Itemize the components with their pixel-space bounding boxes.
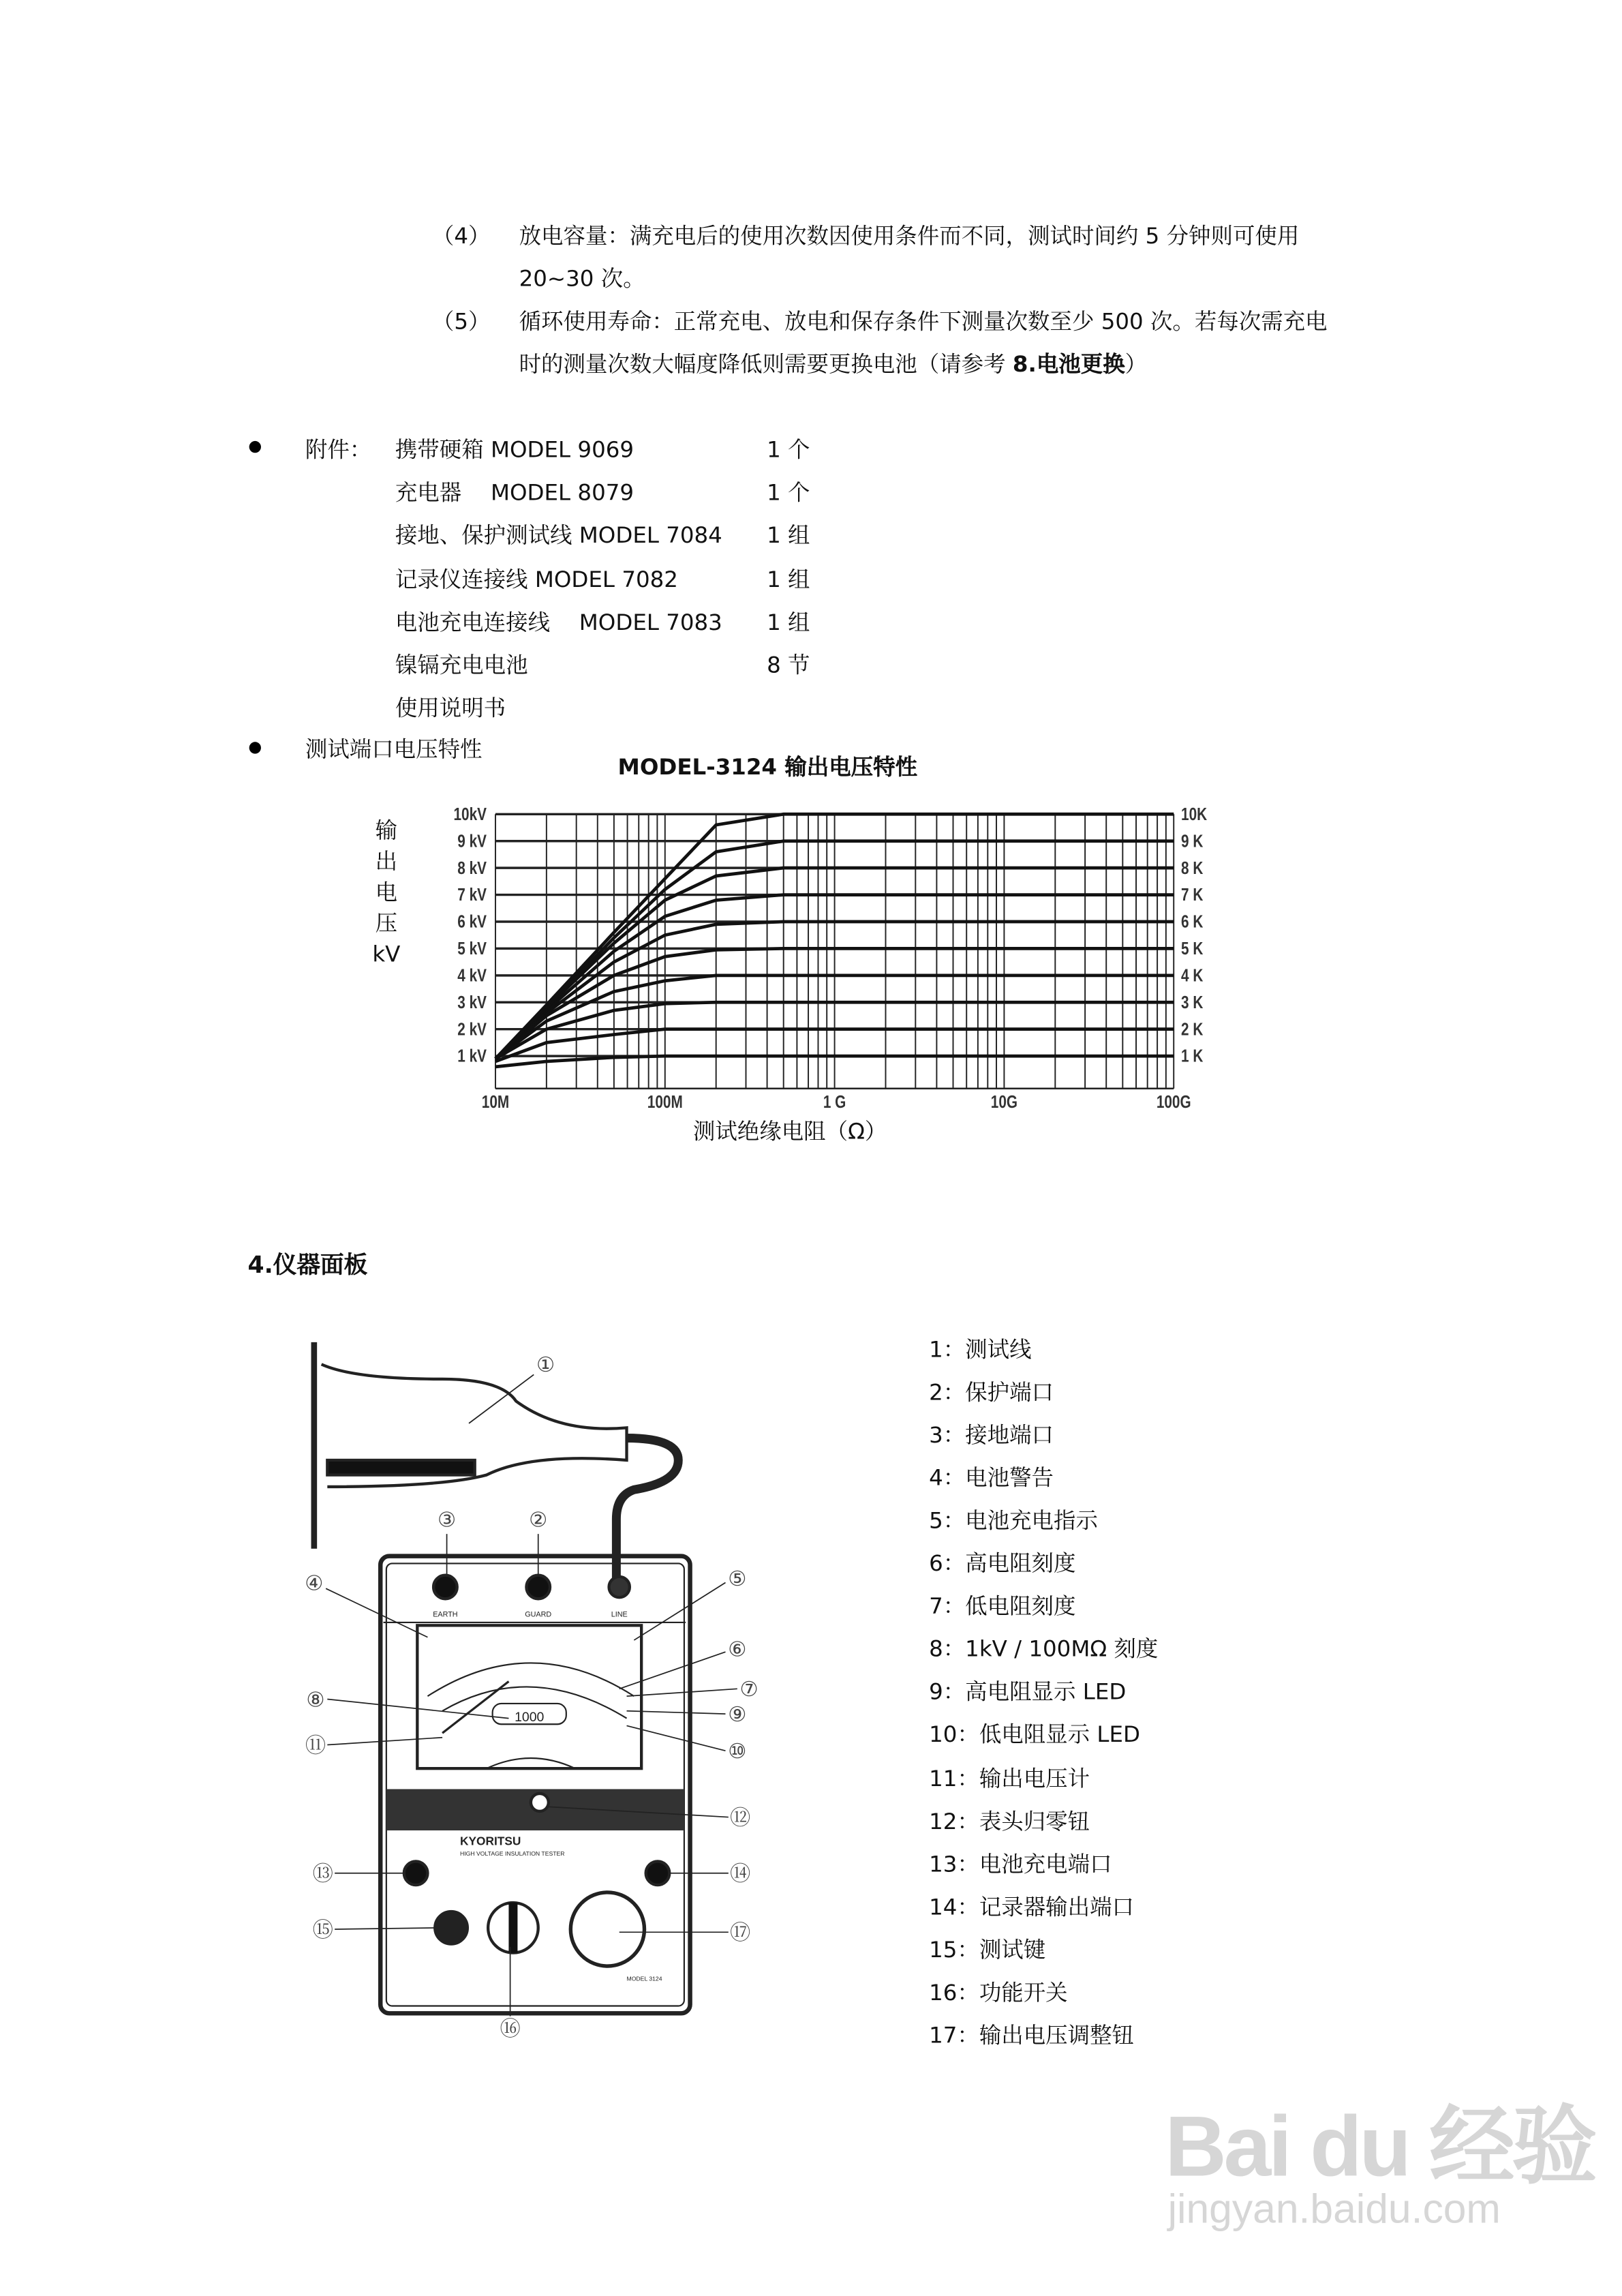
accessory-qty: 8 节	[767, 652, 810, 679]
legend-item: 16：功能开关	[929, 1979, 1068, 2006]
y-tick-label: 1 kV	[457, 1046, 487, 1066]
callout-7: ⑦	[739, 1678, 759, 1702]
accessories-label: 附件：	[305, 436, 372, 464]
section-heading: 4.仪器面板	[247, 1250, 368, 1279]
chart-title: MODEL-3124 输出电压特性	[617, 753, 918, 781]
x-tick-label: 100M	[647, 1091, 683, 1112]
meter-needle	[442, 1682, 508, 1734]
guard-terminal	[526, 1575, 550, 1599]
callout-15: ⑮	[312, 1918, 333, 1942]
x-tick-label: 100G	[1156, 1091, 1191, 1112]
callout-17: ⑰	[729, 1922, 751, 1945]
device-subtitle: HIGH VOLTAGE INSULATION TESTER	[460, 1849, 565, 1857]
callout-8: ⑧	[306, 1689, 325, 1712]
item-text: 20~30 次。	[519, 265, 645, 292]
accessory-name: 记录仪连接线 MODEL 7082	[395, 565, 678, 592]
y-label-char: kV	[372, 941, 401, 968]
y-label-char: 压	[375, 909, 398, 937]
y-tick-label-right: 5 K	[1181, 938, 1204, 958]
legend-item: 4：电池警告	[929, 1464, 1054, 1492]
x-tick-label: 1 G	[823, 1091, 846, 1112]
y-tick-label-right: 4 K	[1181, 965, 1204, 986]
y-tick-label-right: 10K	[1181, 804, 1208, 824]
legend-item: 9：高电阻显示 LED	[929, 1678, 1127, 1706]
baidu-watermark-logo: Bai du 经验	[1165, 2098, 1595, 2195]
item-text: 循环使用寿命：正常充电、放电和保存条件下测量次数至少 500 次。若每次需充电	[519, 308, 1328, 335]
callout-2: ②	[529, 1509, 548, 1532]
callout-10: ⑩	[728, 1740, 747, 1764]
callout-1: ①	[536, 1354, 555, 1377]
callout-13: ⑬	[312, 1862, 333, 1886]
y-tick-label-right: 2 K	[1181, 1019, 1204, 1039]
zero-adjust-knob	[531, 1794, 549, 1811]
legend-item: 15：测试键	[929, 1936, 1046, 1963]
accessory-name: 接地、保护测试线 MODEL 7084	[395, 522, 722, 549]
earth-label: EARTH	[433, 1610, 458, 1619]
callout-16: ⑯	[500, 2017, 521, 2040]
callout-14: ⑭	[729, 1862, 751, 1886]
legend-item: 14：记录器输出端口	[929, 1894, 1135, 1921]
high-resistance-scale	[427, 1663, 634, 1696]
accessory-name: 充电器 MODEL 8079	[395, 479, 634, 507]
probe-grip	[327, 1460, 474, 1475]
y-tick-label-right: 8 K	[1181, 858, 1204, 878]
legend-item: 13：电池充电端口	[929, 1851, 1112, 1878]
item-number: （4）	[431, 222, 491, 250]
y-tick-label-right: 1 K	[1181, 1046, 1204, 1066]
legend-item: 7：低电阻刻度	[929, 1592, 1076, 1620]
charge-port	[404, 1861, 428, 1885]
y-tick-label: 8 kV	[457, 858, 487, 878]
baidu-watermark-url: jingyan.baidu.com	[1167, 2186, 1501, 2232]
y-label-char: 出	[375, 848, 398, 875]
callout-6: ⑥	[728, 1638, 747, 1661]
callout-11: ⑪	[305, 1734, 326, 1757]
accessory-name: 使用说明书	[395, 695, 506, 722]
y-label-char: 输	[375, 817, 398, 844]
y-tick-label: 7 kV	[457, 885, 487, 905]
y-tick-label-right: 7 K	[1181, 885, 1204, 905]
legend-item: 2：保护端口	[929, 1378, 1054, 1406]
line-label: LINE	[611, 1610, 628, 1619]
legend-item: 3：接地端口	[929, 1421, 1054, 1449]
x-tick-label: 10M	[481, 1091, 510, 1112]
y-tick-label: 2 kV	[457, 1019, 487, 1039]
y-tick-label: 6 kV	[457, 911, 487, 932]
text: 时的测量次数大幅度降低则需要更换电池（请参考	[519, 350, 1013, 378]
y-label-char: 电	[375, 879, 398, 906]
y-tick-label: 9 kV	[457, 831, 487, 851]
earth-terminal	[433, 1575, 457, 1599]
y-tick-label-right: 6 K	[1181, 911, 1204, 932]
legend-item: 6：高电阻刻度	[929, 1550, 1076, 1577]
y-tick-label: 3 kV	[457, 992, 487, 1012]
accessory-qty: 1 组	[767, 609, 810, 636]
accessory-name: 电池充电连接线 MODEL 7083	[395, 609, 722, 636]
y-tick-label: 4 kV	[457, 965, 487, 986]
section-label: 测试端口电压特性	[305, 736, 483, 763]
callout-3: ③	[437, 1509, 457, 1532]
chart-x-label: 测试绝缘电阻（Ω）	[692, 1118, 887, 1145]
accessory-qty: 1 组	[767, 565, 810, 592]
guard-label: GUARD	[525, 1610, 552, 1619]
text: ）	[1124, 350, 1148, 378]
y-tick-label-right: 9 K	[1181, 831, 1204, 851]
callout-9: ⑨	[728, 1703, 747, 1726]
accessory-qty: 1 个	[767, 436, 810, 464]
legend-item: 5：电池充电指示	[929, 1507, 1098, 1535]
callout-12: ⑫	[729, 1807, 751, 1830]
y-tick-label: 5 kV	[457, 938, 487, 958]
callout-4: ④	[305, 1572, 324, 1595]
model-label: MODEL 3124	[626, 1975, 662, 1982]
legend-item: 12：表头归零钮	[929, 1808, 1090, 1835]
accessory-qty: 1 组	[767, 522, 810, 549]
accessory-name: 镍镉充电电池	[395, 652, 528, 679]
item-number: （5）	[431, 308, 491, 335]
accessory-name: 携带硬箱 MODEL 9069	[395, 436, 634, 464]
meter-face	[417, 1625, 641, 1768]
x-tick-label: 10G	[990, 1091, 1018, 1112]
callout-5: ⑤	[728, 1567, 747, 1590]
legend-item: 8：1kV / 100MΩ 刻度	[929, 1635, 1159, 1663]
legend-item: 10：低电阻显示 LED	[929, 1721, 1141, 1748]
reference-link-text: 8.电池更换	[1012, 350, 1125, 378]
voltage-adjust-knob	[570, 1892, 644, 1966]
accessory-qty: 1 个	[767, 479, 810, 507]
legend-item: 17：输出电压调整钮	[929, 2022, 1135, 2049]
brand-logo: KYORITSU	[460, 1834, 521, 1848]
display-value: 1000	[515, 1709, 545, 1725]
item-text: 放电容量：满充电后的使用次数因使用条件而不同，测试时间约 5 分钟则可使用	[519, 222, 1300, 250]
y-tick-label-right: 3 K	[1181, 992, 1204, 1012]
legend-item: 1：测试线	[929, 1336, 1032, 1363]
recorder-port	[646, 1861, 670, 1885]
y-tick-label: 10kV	[453, 804, 487, 824]
line-terminal	[609, 1577, 630, 1597]
legend-item: 11：输出电压计	[929, 1765, 1090, 1792]
